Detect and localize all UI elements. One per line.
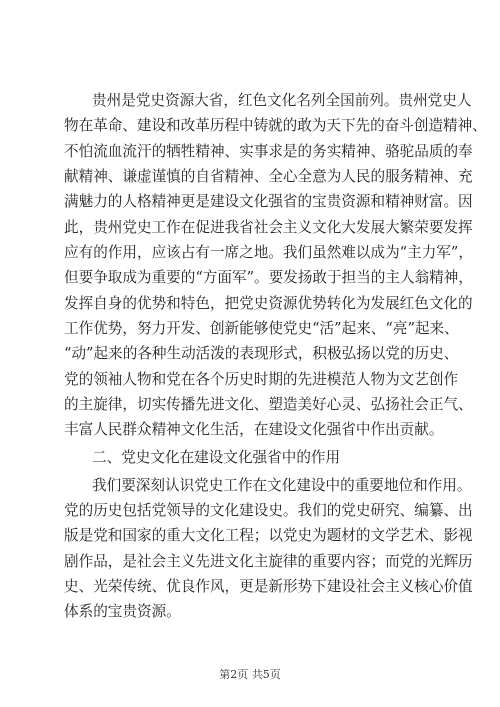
paragraph-line: 工作优势，努力开发、创新能够使党史“活”起来、“亮”起来、 <box>64 320 459 337</box>
page-number: 第2页 共5页 <box>219 668 281 681</box>
paragraph-line: 但要争取成为重要的“方面军”。要发扬敢于担当的主人翁精神， <box>64 269 473 286</box>
paragraph-line: 史、光荣传统、优良作风，更是新形势下建设社会主义核心价值 <box>64 578 473 595</box>
paragraph-line: 发挥自身的优势和特色，把党史资源优势转化为发展红色文化的 <box>64 295 473 312</box>
paragraph-line: 满魅力的人格精神更是建设文化强省的宝贵资源和精神财富。因 <box>64 193 473 210</box>
paragraph-line: 此，贵州党史工作在促进我省社会主义文化大发展大繁荣要发挥 <box>64 219 473 236</box>
paragraph-line: 党的领袖人物和党在各个历史时期的先进模范人物为文艺创作 <box>64 371 459 388</box>
paragraph-line: 体系的宝贵资源。 <box>64 603 181 620</box>
paragraph-line: 党的历史包括党领导的文化建设史。我们的党史研究、编纂、出 <box>64 502 473 519</box>
paragraph-line: 不怕流血流汗的牺牲精神、实事求是的务实精神、骆驼品质的奉 <box>64 143 473 160</box>
paragraph-line: 剧作品，是社会主义先进文化主旋律的重要内容；而党的光辉历 <box>64 553 473 570</box>
paragraph-line: 丰富人民群众精神文化生活，在建设文化强省中作出贡献。 <box>64 421 444 438</box>
paragraph-line: 献精神、谦虚谨慎的自省精神、全心全意为人民的服务精神、充 <box>64 168 473 185</box>
paragraph-line: 贵州是党史资源大省，红色文化名列全国前列。贵州党史人 <box>92 92 472 109</box>
section-heading: 二、党史文化在建设文化强省中的作用 <box>92 449 341 466</box>
paragraph-line: 的主旋律，切实传播先进文化、塑造美好心灵、弘扬社会正气、 <box>64 396 473 413</box>
paragraph-line: “动”起来的各种生动活泼的表现形式，积极弘扬以党的历史、 <box>64 345 459 362</box>
paragraph-line: 版是党和国家的重大文化工程；以党史为题材的文学艺术、影视 <box>64 527 473 544</box>
paragraph-line: 应有的作用，应该占有一席之地。我们虽然难以成为“主力军”， <box>64 244 473 261</box>
paragraph-line: 物在革命、建设和改革历程中铸就的敢为天下先的奋斗创造精神、 <box>64 117 487 134</box>
paragraph-line: 我们要深刻认识党史工作在文化建设中的重要地位和作用。 <box>92 477 472 494</box>
